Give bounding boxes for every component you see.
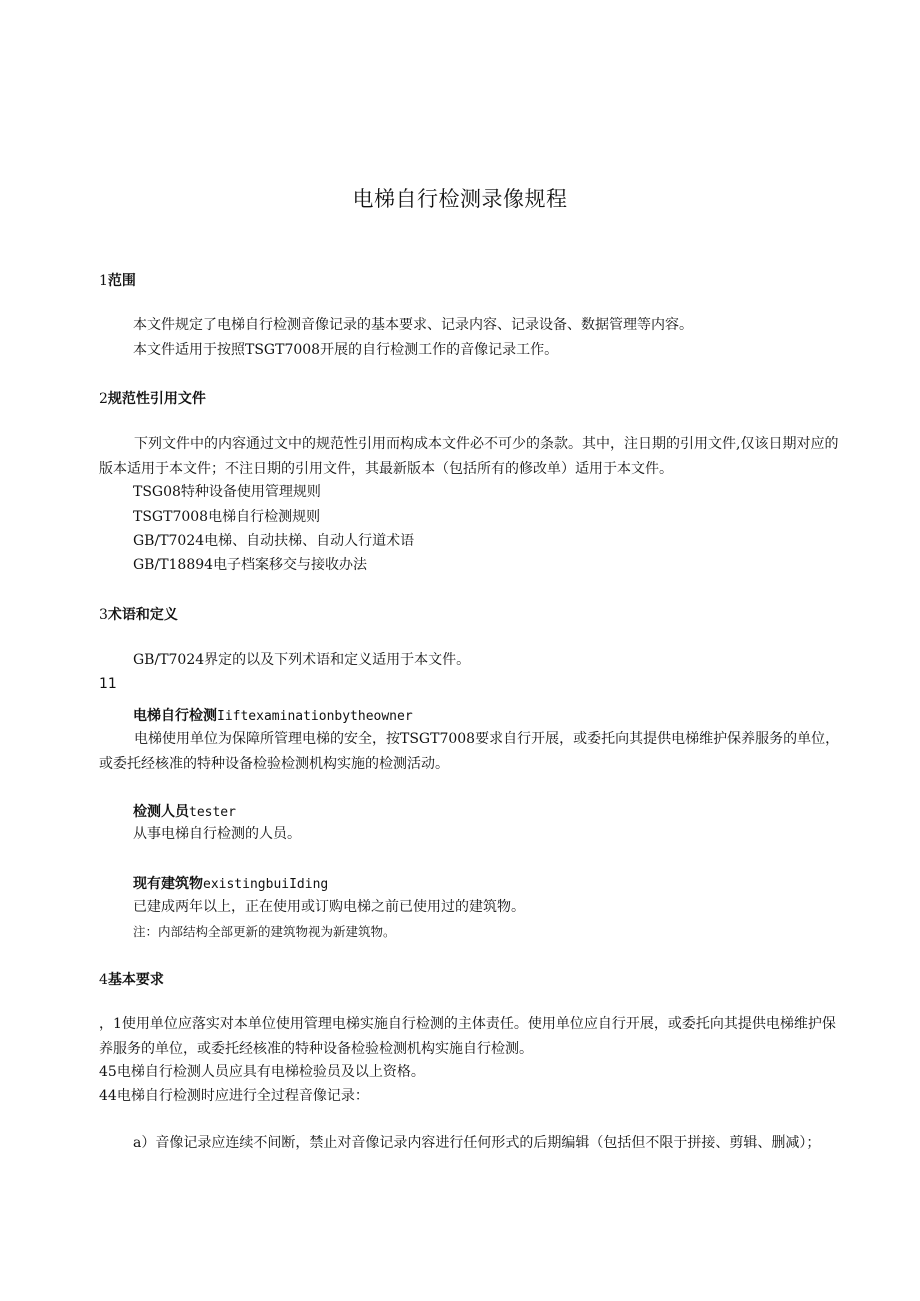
reference-item: GB/T7024电梯、自动扶梯、自动人行道术语 xyxy=(133,533,415,549)
requirement-item-a: a）音像记录应连续不间断，禁止对音像记录内容进行任何形式的后期编辑（包括但不限于拼接、剪辑、删减）； xyxy=(133,1135,821,1151)
term-en: Iiftexaminationbytheowner xyxy=(217,709,413,724)
section-title: 术语和定义 xyxy=(107,607,178,623)
requirement-3: 44电梯自行检测时应进行全过程音像记录： xyxy=(99,1088,369,1104)
section-heading-4 xyxy=(99,969,164,989)
term-zh: 电梯自行检测 xyxy=(133,708,217,724)
section-number: 1 xyxy=(99,273,108,289)
terms-intro: GB/T7024界定的以及下列术语和定义适用于本文件。 xyxy=(133,652,471,668)
scope-paragraph-2: 本文件适用于按照TSGT7008开展的自行检测工作的音像记录工作。 xyxy=(133,342,559,358)
term-heading-1 xyxy=(133,705,413,725)
reference-item: TSGT7008电梯自行检测规则 xyxy=(133,509,321,525)
term-zh: 检测人员 xyxy=(133,804,189,820)
section-number: 4 xyxy=(99,972,108,988)
section-heading-1 xyxy=(99,270,136,290)
section-heading-3 xyxy=(99,604,178,624)
section-number: 2 xyxy=(99,391,108,407)
requirement-1: ，1使用单位应落实对本单位使用管理电梯实施自行检测的主体责任。使用单位应自行开展，或委托向其提供电梯维护保养服务的单位，或委托经核准的特种设备检验检测机构实施自行检测。 xyxy=(99,1016,836,1057)
section-heading-2 xyxy=(99,388,206,408)
references-intro: 下列文件中的内容通过文中的规范性引用而构成本文件必不可少的条款。其中，注日期的引用文件,仅该日期对应的版本适用于本文件；不注日期的引用文件，其最新版本（包括所有的修改单）适用于本文件。 xyxy=(99,436,839,477)
clause-number: 11 xyxy=(99,676,117,692)
section-title: 范围 xyxy=(107,273,136,289)
term-zh: 现有建筑物 xyxy=(133,876,203,892)
term-en: tester xyxy=(189,805,236,820)
document-title: 电梯自行检测录像规程 xyxy=(352,187,568,211)
section-title: 规范性引用文件 xyxy=(107,391,206,407)
term-definition-3: 已建成两年以上，正在使用或订购电梯之前已使用过的建筑物。 xyxy=(133,899,525,915)
section-title: 基本要求 xyxy=(107,972,164,988)
section-number: 3 xyxy=(99,607,108,623)
reference-item: TSG08特种设备使用管理规则 xyxy=(133,484,321,500)
scope-paragraph-1: 本文件规定了电梯自行检测音像记录的基本要求、记录内容、记录设备、数据管理等内容。 xyxy=(133,317,693,333)
term-heading-2 xyxy=(133,801,236,821)
reference-item: GB/T18894电子档案移交与接收办法 xyxy=(133,557,368,573)
term-note: 注：内部结构全部更新的建筑物视为新建筑物。 xyxy=(133,924,396,939)
requirement-2: 45电梯自行检测人员应具有电梯检验员及以上资格。 xyxy=(99,1064,425,1080)
term-heading-3 xyxy=(133,873,328,893)
term-definition-2: 从事电梯自行检测的人员。 xyxy=(133,826,301,842)
term-en: existingbuiIding xyxy=(203,877,329,892)
term-definition-1: 电梯使用单位为保障所管理电梯的安全，按TSGT7008要求自行开展，或委托向其提供电梯维护保养服务的单位，或委托经核准的特种设备检验检测机构实施的检测活动。 xyxy=(99,731,840,772)
